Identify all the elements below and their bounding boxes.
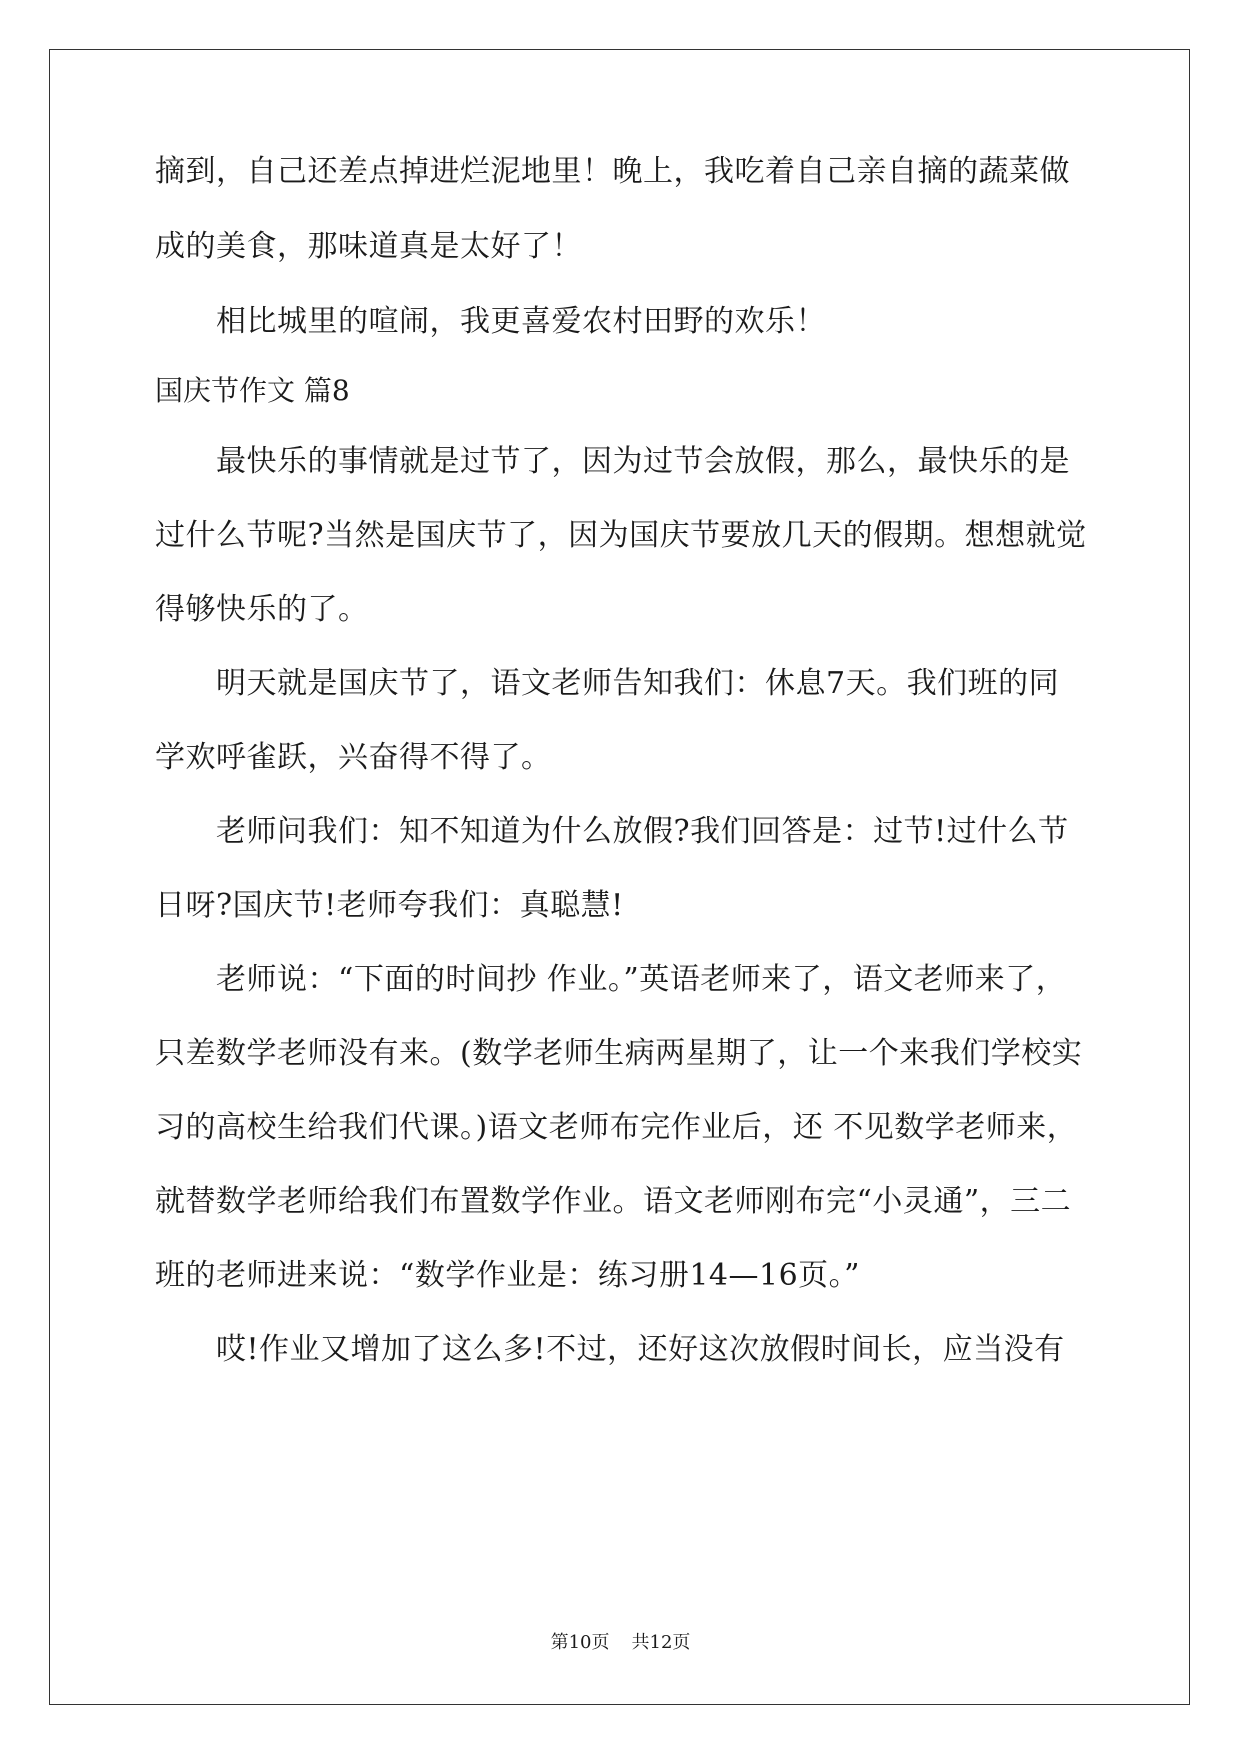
body-line-3: 相比城里的喧闹，我更喜爱农村田野的欢乐！ bbox=[216, 304, 826, 339]
body-line-15: 就替数学老师给我们布置数学作业。语文老师刚布完“小灵通”，三二 bbox=[155, 1184, 1072, 1219]
body-line-16: 班的老师进来说：“数学作业是：练习册14—16页。” bbox=[155, 1258, 861, 1293]
page-number-current: 第10页 bbox=[550, 1632, 610, 1653]
body-line-14: 习的高校生给我们代课。)语文老师布完作业后，还 不见数学老师来， bbox=[155, 1110, 1078, 1145]
body-line-6: 过什么节呢?当然是国庆节了，因为国庆节要放几天的假期。想想就觉 bbox=[155, 518, 1087, 553]
body-line-7: 得够快乐的了。 bbox=[155, 592, 369, 627]
page-number-total: 共12页 bbox=[631, 1632, 691, 1653]
body-line-8: 明天就是国庆节了，语文老师告知我们：休息7天。我们班的同 bbox=[216, 666, 1060, 701]
page-footer bbox=[0, 1631, 1241, 1655]
body-line-2: 成的美食，那味道真是太好了！ bbox=[155, 229, 582, 264]
body-line-5: 最快乐的事情就是过节了，因为过节会放假，那么，最快乐的是 bbox=[216, 444, 1070, 479]
body-line-12: 老师说：“下面的时间抄 作业。”英语老师来了，语文老师来了， bbox=[216, 962, 1067, 997]
body-line-10: 老师问我们：知不知道为什么放假?我们回答是：过节!过什么节 bbox=[216, 814, 1069, 849]
body-line-9: 学欢呼雀跃，兴奋得不得了。 bbox=[155, 740, 552, 775]
body-line-1: 摘到，自己还差点掉进烂泥地里！晚上，我吃着自己亲自摘的蔬菜做 bbox=[155, 154, 1070, 189]
body-line-11: 日呀?国庆节!老师夸我们：真聪慧! bbox=[155, 888, 624, 923]
section-heading: 国庆节作文 篇8 bbox=[155, 374, 350, 407]
body-line-13: 只差数学老师没有来。(数学老师生病两星期了，让一个来我们学校实 bbox=[155, 1036, 1083, 1071]
body-line-17: 哎!作业又增加了这么多!不过，还好这次放假时间长，应当没有 bbox=[216, 1332, 1065, 1367]
page-border bbox=[49, 49, 1190, 1705]
